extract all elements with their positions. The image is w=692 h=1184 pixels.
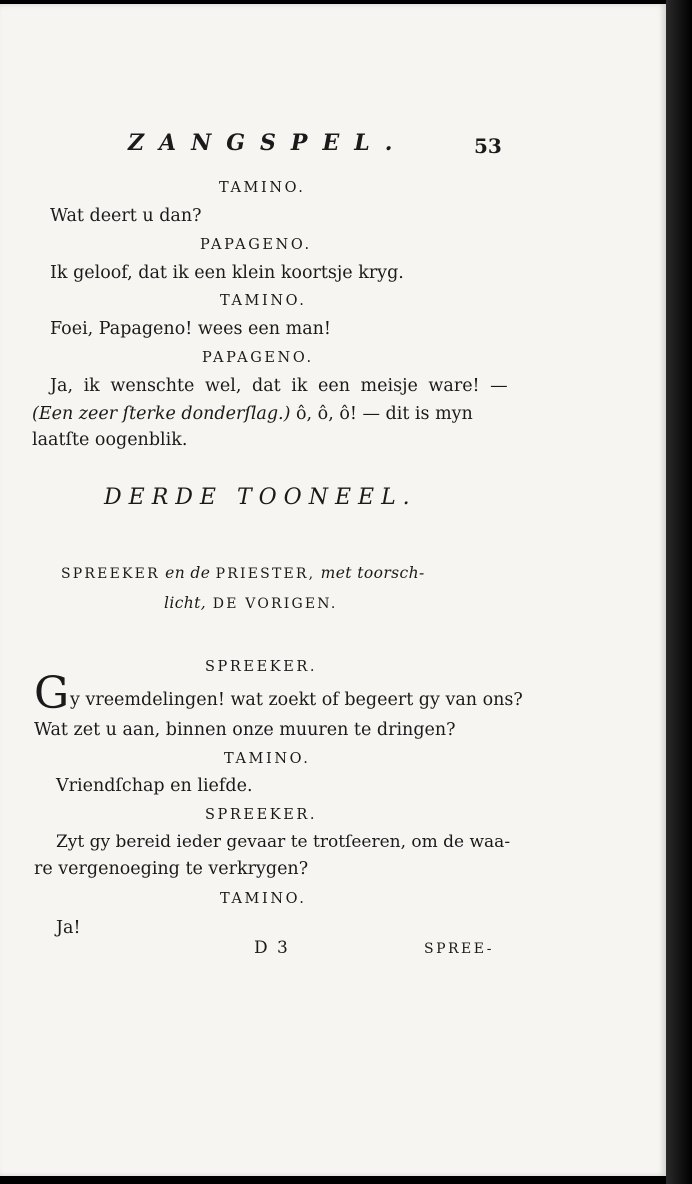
dialogue-text: ô, ô, ô! — dit is myn [290, 404, 473, 424]
dialogue-line: Zyt gy bereid ieder gevaar te trotſeeren, om de waa- [56, 832, 511, 852]
dialogue-line [32, 404, 473, 424]
speaker-tamino: TAMINO. [224, 751, 311, 767]
speaker-tamino: TAMINO. [219, 180, 306, 196]
cast-line [164, 594, 338, 612]
cast-line [61, 564, 425, 582]
dialogue-line: Wat deert u dan? [50, 206, 202, 226]
cast-name: SPREEKER [61, 566, 160, 582]
signature-mark: D 3 [254, 938, 290, 958]
stage-direction: (Een zeer ſterke donderſlag.) [32, 404, 291, 424]
scene-title: DERDE TOONEEL. [104, 485, 417, 510]
speaker-papageno: PAPAGENO. [200, 237, 312, 253]
cast-name: PRIESTER, [215, 566, 316, 582]
dialogue-line: y vreemdelingen! wat zoekt of begeert gy van ons? [70, 690, 523, 710]
dialogue-line: Ja, ik wenschte wel, dat ik een meisje ware! — [50, 376, 508, 396]
dialogue-line: Ik geloof, dat ik een klein koortsje kryg. [50, 263, 404, 283]
dialogue-line: re vergenoeging te verkrygen? [34, 859, 309, 879]
cast-direction: met toorsch- [315, 564, 425, 582]
dialogue-line: Wat zet u aan, binnen onze muuren te dringen? [34, 720, 456, 740]
cast-name: DE VORIGEN. [206, 596, 338, 612]
page-number: 53 [474, 134, 502, 158]
scan-edge [666, 0, 692, 1184]
drop-cap: G [34, 668, 70, 719]
dialogue-line: laatſte oogenblik. [32, 430, 188, 450]
book-page [0, 4, 666, 1176]
speaker-tamino: TAMINO. [220, 891, 307, 907]
speaker-spreeker: SPREEKER. [205, 659, 318, 675]
catchword: SPREE- [424, 941, 494, 957]
dialogue-line: Ja! [56, 918, 81, 938]
speaker-spreeker: SPREEKER. [205, 807, 318, 823]
dialogue-line: Vriendſchap en liefde. [56, 776, 253, 796]
speaker-papageno: PAPAGENO. [202, 350, 314, 366]
running-head: ZANGSPEL. [128, 130, 408, 156]
speaker-tamino: TAMINO. [220, 293, 307, 309]
cast-connector: en de [159, 564, 216, 582]
dialogue-line: Foei, Papageno! wees een man! [50, 319, 331, 339]
cast-direction: licht, [164, 594, 207, 612]
